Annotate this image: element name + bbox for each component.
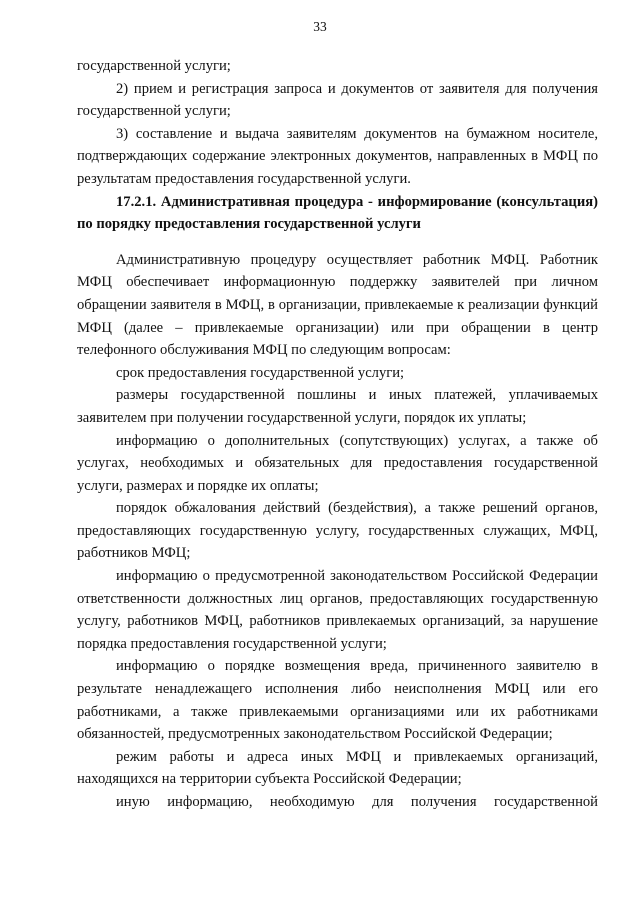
paragraph-continuation: государственной услуги; <box>77 58 231 74</box>
paragraph-item-truncated: иную информацию, необходимую для получения государственной <box>116 794 598 810</box>
paragraph-item: размеры государственной пошлины и иных платежей, уплачиваемых заявителем при получении государственной услуги, порядок их уплаты; <box>77 387 598 426</box>
paragraph-list-item-3: 3) составление и выдача заявителям документов на бумажном носителе, подтверждающих содержание электронных документов, направленных в МФЦ по результатам предоставления государственной услуги. <box>77 125 598 187</box>
document-body <box>77 55 598 814</box>
paragraph-intro: Административную процедуру осуществляет работник МФЦ. Работник МФЦ обеспечивает информационную поддержку заявителей при личном обращении заявителя в МФЦ, в организации, привлекаемые к реализации функций МФЦ (далее – привлекаемые организации) или при обращении в центр телефонного обслуживания МФЦ по следующим вопросам: <box>77 251 598 359</box>
paragraph-item: режим работы и адреса иных МФЦ и привлекаемых организаций, находящихся на территории субъекта Российской Федерации; <box>77 748 598 788</box>
paragraph-item: срок предоставления государственной услуги; <box>116 364 405 381</box>
page-number: 33 <box>313 19 327 34</box>
paragraph-item: информацию о порядке возмещения вреда, причиненного заявителю в результате ненадлежащего исполнения либо неисполнения МФЦ или его работниками, а также привлекаемыми организациями или их работниками обязанностей, предусмотренных законодательством Российской Федерации; <box>77 658 598 743</box>
paragraph-item: информацию о дополнительных (сопутствующих) услугах, а также об услугах, необходимых и обязательных для предоставления государственной услуги, размерах и порядке их оплаты; <box>77 432 598 494</box>
paragraph-list-item-2: 2) прием и регистрация запроса и документов от заявителя для получения государственной услуги; <box>77 80 598 120</box>
paragraph-item: информацию о предусмотренной законодательством Российской Федерации ответственности должностных лиц органов, предоставляющих государственную услугу, работников МФЦ, работников привлекаемых организаций, за нарушение порядка предоставления государственной услуги; <box>77 568 598 652</box>
section-heading: 17.2.1. Административная процедура - информирование (консультация) по порядку предоставления государственной услуги <box>77 193 598 233</box>
paragraph-item: порядок обжалования действий (бездействия), а также решений органов, предоставляющих государственную услугу, государственных служащих, МФЦ, работников МФЦ; <box>77 500 598 562</box>
